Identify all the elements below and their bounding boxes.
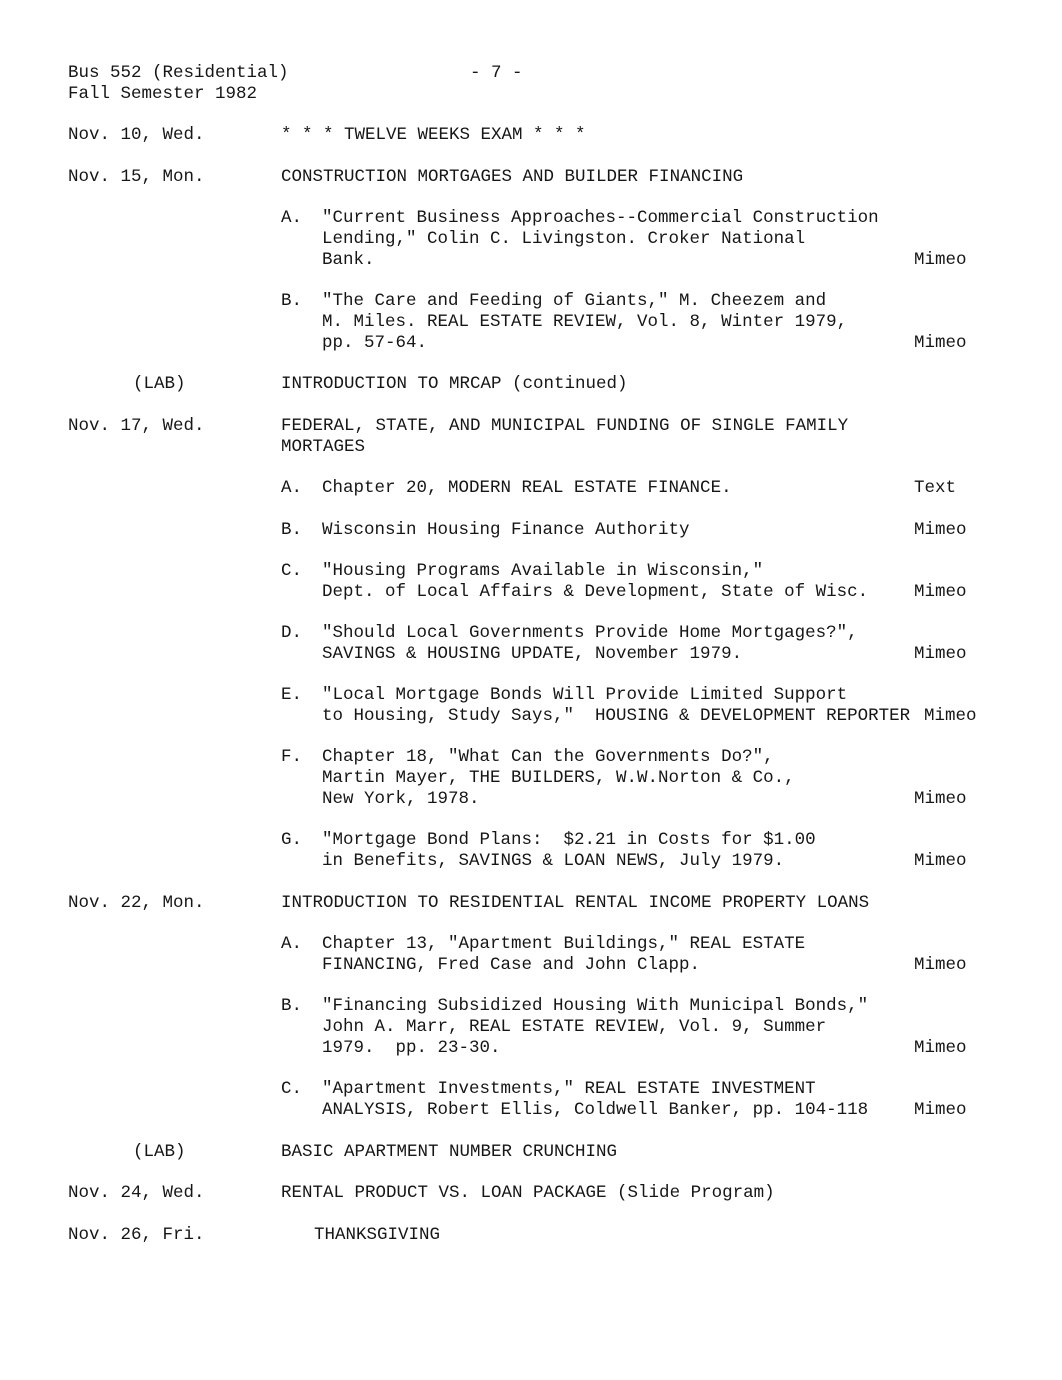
topic-heading: INTRODUCTION TO MRCAP (continued) (281, 374, 628, 394)
reading-line: "Financing Subsidized Housing With Municipal Bonds," (322, 996, 869, 1016)
lab-label: (LAB) (133, 374, 186, 394)
reading-line: FINANCING, Fred Case and John Clapp. (322, 955, 701, 975)
topic-heading: BASIC APARTMENT NUMBER CRUNCHING (281, 1142, 618, 1162)
schedule-date: Nov. 15, Mon. (68, 167, 205, 187)
schedule-date: Nov. 17, Wed. (68, 416, 205, 436)
reading-line: to Housing, Study Says," HOUSING & DEVELOPMENT REPORTER (322, 706, 911, 726)
reading-letter: E. (281, 685, 303, 705)
reading-line: New York, 1978. (322, 789, 480, 809)
semester: Fall Semester 1982 (68, 84, 258, 104)
reading-line: "Mortgage Bond Plans: $2.21 in Costs for $1.00 (322, 830, 816, 850)
reading-line: "Local Mortgage Bonds Will Provide Limited Support (322, 685, 848, 705)
page-number: - 7 - (470, 63, 523, 83)
schedule-date: Nov. 22, Mon. (68, 893, 205, 913)
reading-source: Mimeo (914, 851, 967, 871)
topic-heading: INTRODUCTION TO RESIDENTIAL RENTAL INCOME PROPERTY LOANS (281, 893, 870, 913)
schedule-date: Nov. 10, Wed. (68, 125, 205, 145)
lab-label: (LAB) (133, 1142, 186, 1162)
reading-source: Text (914, 478, 957, 498)
reading-line: Dept. of Local Affairs & Development, State of Wisc. (322, 582, 869, 602)
reading-source: Mimeo (914, 644, 967, 664)
reading-line: ANALYSIS, Robert Ellis, Coldwell Banker, pp. 104-118 (322, 1100, 869, 1120)
reading-line: Wisconsin Housing Finance Authority (322, 520, 690, 540)
reading-line: Lending," Colin C. Livingston. Croker National (322, 229, 806, 249)
reading-source: Mimeo (914, 250, 967, 270)
reading-letter: F. (281, 747, 303, 767)
topic-heading: CONSTRUCTION MORTGAGES AND BUILDER FINANCING (281, 167, 744, 187)
reading-line: John A. Marr, REAL ESTATE REVIEW, Vol. 9, Summer (322, 1017, 827, 1037)
reading-source: Mimeo (914, 520, 967, 540)
topic-heading: RENTAL PRODUCT VS. LOAN PACKAGE (Slide Program) (281, 1183, 775, 1203)
reading-letter: B. (281, 520, 303, 540)
reading-letter: C. (281, 561, 303, 581)
reading-line: 1979. pp. 23-30. (322, 1038, 501, 1058)
reading-source: Mimeo (914, 1100, 967, 1120)
reading-letter: A. (281, 478, 303, 498)
topic-heading: * * * TWELVE WEEKS EXAM * * * (281, 125, 586, 145)
reading-letter: C. (281, 1079, 303, 1099)
reading-source: Mimeo (924, 706, 977, 726)
schedule-date: Nov. 24, Wed. (68, 1183, 205, 1203)
reading-letter: A. (281, 934, 303, 954)
reading-source: Mimeo (914, 789, 967, 809)
reading-line: M. Miles. REAL ESTATE REVIEW, Vol. 8, Winter 1979, (322, 312, 848, 332)
reading-line: Martin Mayer, THE BUILDERS, W.W.Norton & Co., (322, 768, 795, 788)
reading-line: Chapter 18, "What Can the Governments Do?", (322, 747, 774, 767)
reading-line: Chapter 20, MODERN REAL ESTATE FINANCE. (322, 478, 732, 498)
reading-letter: G. (281, 830, 303, 850)
reading-letter: D. (281, 623, 303, 643)
reading-source: Mimeo (914, 333, 967, 353)
reading-source: Mimeo (914, 1038, 967, 1058)
reading-line: "Current Business Approaches--Commercial Construction (322, 208, 879, 228)
reading-line: "Apartment Investments," REAL ESTATE INVESTMENT (322, 1079, 816, 1099)
reading-source: Mimeo (914, 582, 967, 602)
reading-line: "The Care and Feeding of Giants," M. Cheezem and (322, 291, 827, 311)
topic-heading: FEDERAL, STATE, AND MUNICIPAL FUNDING OF SINGLE FAMILY (281, 416, 849, 436)
reading-letter: B. (281, 291, 303, 311)
schedule-date: Nov. 26, Fri. (68, 1225, 205, 1245)
reading-line: "Should Local Governments Provide Home Mortgages?", (322, 623, 858, 643)
reading-line: in Benefits, SAVINGS & LOAN NEWS, July 1979. (322, 851, 785, 871)
topic-heading: THANKSGIVING (314, 1225, 441, 1245)
reading-line: Bank. (322, 250, 375, 270)
reading-line: pp. 57-64. (322, 333, 428, 353)
reading-line: SAVINGS & HOUSING UPDATE, November 1979. (322, 644, 743, 664)
reading-line: Chapter 13, "Apartment Buildings," REAL ESTATE (322, 934, 806, 954)
course-title: Bus 552 (Residential) (68, 63, 289, 83)
reading-letter: B. (281, 996, 303, 1016)
reading-line: "Housing Programs Available in Wisconsin," (322, 561, 764, 581)
topic-heading: MORTAGES (281, 437, 366, 457)
reading-letter: A. (281, 208, 303, 228)
reading-source: Mimeo (914, 955, 967, 975)
